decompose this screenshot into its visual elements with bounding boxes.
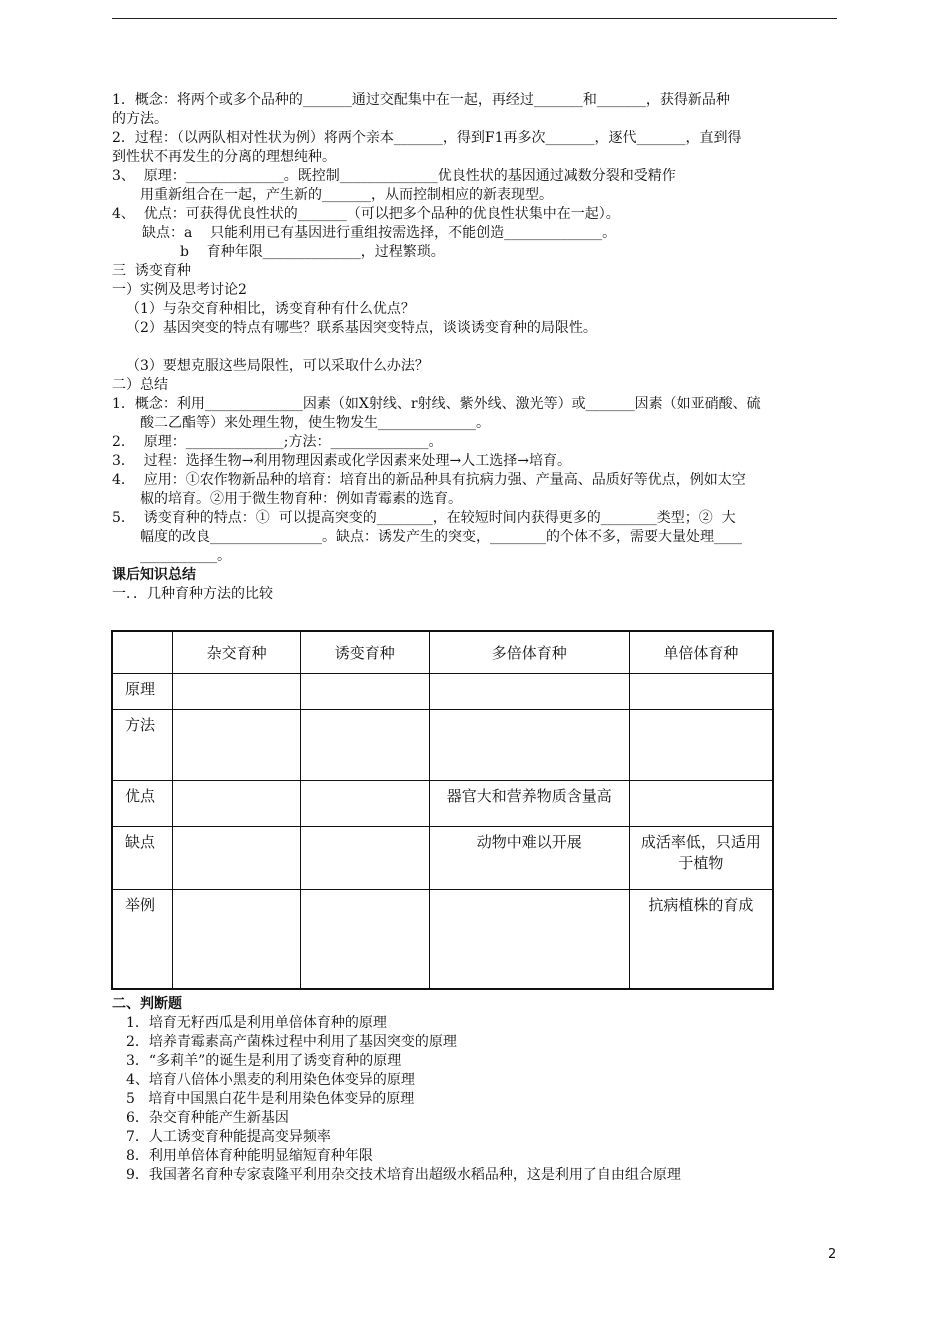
- table-cell: [629, 709, 773, 780]
- judgement-section: [112, 995, 838, 1185]
- table-cell: [300, 673, 429, 709]
- text-line: 2． 原理：______________;方法：______________。: [112, 434, 443, 450]
- text-line: 椒的培育。②用于微生物育种：例如青霉素的选育。: [140, 491, 462, 507]
- table-cell: 器官大和营养物质含量高: [429, 780, 629, 826]
- text-line: 到性状不再发生的分离的理想纯种。: [112, 149, 336, 165]
- table-cell: 动物中难以开展: [429, 826, 629, 889]
- text-line: 酸二乙酯等）来处理生物，使生物发生______________。: [140, 415, 490, 431]
- text-line: 幅度的改良________________。缺点：诱发产生的突变，________的个体不多，需要大量处理____: [140, 529, 742, 545]
- subsection-heading: 一．．几种育种方法的比较: [112, 586, 273, 602]
- text-line: 1．概念：利用______________因素（如X射线、r射线、紫外线、激光等）或_______因素（如亚硝酸、硫: [112, 396, 761, 412]
- table-cell: 抗病植株的育成: [629, 889, 773, 989]
- text-line: 3． 过程：选择生物→利用物理因素或化学因素来处理→人工选择→培育。: [112, 453, 571, 469]
- subsection-heading: 二）总结: [112, 377, 168, 393]
- table-cell: [300, 709, 429, 780]
- list-item: 5 培育中国黑白花牛是利用染色体变异的原理: [126, 1091, 415, 1107]
- text-line: 用重新组合在一起，产生新的_______，从而控制相应的新表现型。: [140, 187, 553, 203]
- table-row: [112, 673, 773, 709]
- breeding-comparison-table: [111, 630, 774, 990]
- list-item: 3．“多莉羊”的诞生是利用了诱变育种的原理: [126, 1053, 402, 1069]
- table-header-cell: 多倍体育种: [429, 631, 629, 673]
- text-line: 5． 诱变育种的特点：① 可以提高突变的________，在较短时间内获得更多的________类型；② 大: [112, 510, 736, 526]
- table-corner-cell: [112, 631, 173, 673]
- table-cell: [429, 673, 629, 709]
- table-cell: [173, 826, 301, 889]
- list-item: 7．人工诱变育种能提高变异频率: [126, 1129, 331, 1145]
- table-cell: [173, 709, 301, 780]
- list-item: 8．利用单倍体育种能明显缩短育种年限: [126, 1148, 373, 1164]
- text-line: 的方法。: [112, 111, 168, 127]
- table-cell: [429, 889, 629, 989]
- list-item: 2．培养青霉素高产菌株过程中利用了基因突变的原理: [126, 1034, 457, 1050]
- question-line: （2）基因突变的特点有哪些？联系基因突变特点，谈谈诱变育种的局限性。: [126, 320, 597, 336]
- table-cell: [173, 780, 301, 826]
- table-row: [112, 889, 773, 989]
- table-cell: [300, 889, 429, 989]
- table-cell: [300, 780, 429, 826]
- row-label: 举例: [112, 889, 173, 989]
- header-rule: [112, 18, 837, 19]
- section-heading: 二、判断题: [112, 996, 182, 1012]
- table-header-cell: 诱变育种: [300, 631, 429, 673]
- list-item: 1．培育无籽西瓜是利用单倍体育种的原理: [126, 1015, 387, 1031]
- table-cell: [173, 889, 301, 989]
- text-line: 4． 应用：①农作物新品种的培育：培育出的新品种具有抗病力强、产量高、品质好等优点，例如太空: [112, 472, 746, 488]
- section-heading: 三 诱变育种: [112, 263, 191, 279]
- table-header-row: [112, 631, 773, 673]
- text-line: 3、 原理：______________。既控制______________优良性状的基因通过减数分裂和受精作: [112, 168, 676, 184]
- text-line: ___________。: [140, 548, 231, 564]
- text-line: 1．概念：将两个或多个品种的_______通过交配集中在一起，再经过_______和_______，获得新品种: [112, 92, 730, 108]
- table-header-cell: 单倍体育种: [629, 631, 773, 673]
- table-cell: 成活率低，只适用于植物: [629, 826, 773, 889]
- blank-space: [112, 338, 838, 357]
- row-label: 优点: [112, 780, 173, 826]
- list-item: 9．我国著名育种专家袁隆平利用杂交技术培育出超级水稻品种，这是利用了自由组合原理: [126, 1167, 681, 1183]
- row-label: 方法: [112, 709, 173, 780]
- section-heading: 课后知识总结: [112, 567, 196, 583]
- table-cell: [173, 673, 301, 709]
- table-cell: [629, 673, 773, 709]
- question-line: （1）与杂交育种相比，诱变育种有什么优点？: [126, 301, 415, 317]
- text-line: 4、 优点：可获得优良性状的_______（可以把多个品种的优良性状集中在一起）。: [112, 206, 620, 222]
- text-line: 缺点：a 只能利用已有基因进行重组按需选择，不能创造______________。: [142, 225, 617, 241]
- question-line: （3）要想克服这些局限性，可以采取什么办法？: [126, 358, 429, 374]
- table-row: [112, 709, 773, 780]
- table-header-cell: 杂交育种: [173, 631, 301, 673]
- table-row: [112, 826, 773, 889]
- table-cell: [300, 826, 429, 889]
- page-number: 2: [828, 1247, 837, 1262]
- list-item: 6．杂交育种能产生新基因: [126, 1110, 289, 1126]
- text-line: b 育种年限______________，过程繁琐。: [180, 244, 445, 260]
- table-row: [112, 780, 773, 826]
- worksheet-body: [112, 91, 838, 604]
- text-line: 2．过程：（以两队相对性状为例）将两个亲本_______，得到F1再多次_______，逐代_______，直到得: [112, 130, 742, 146]
- list-item: 4、培育八倍体小黑麦的利用染色体变异的原理: [126, 1072, 415, 1088]
- row-label: 缺点: [112, 826, 173, 889]
- row-label: 原理: [112, 673, 173, 709]
- table-cell: [629, 780, 773, 826]
- table-cell: [429, 709, 629, 780]
- subsection-heading: 一）实例及思考讨论2: [112, 282, 247, 298]
